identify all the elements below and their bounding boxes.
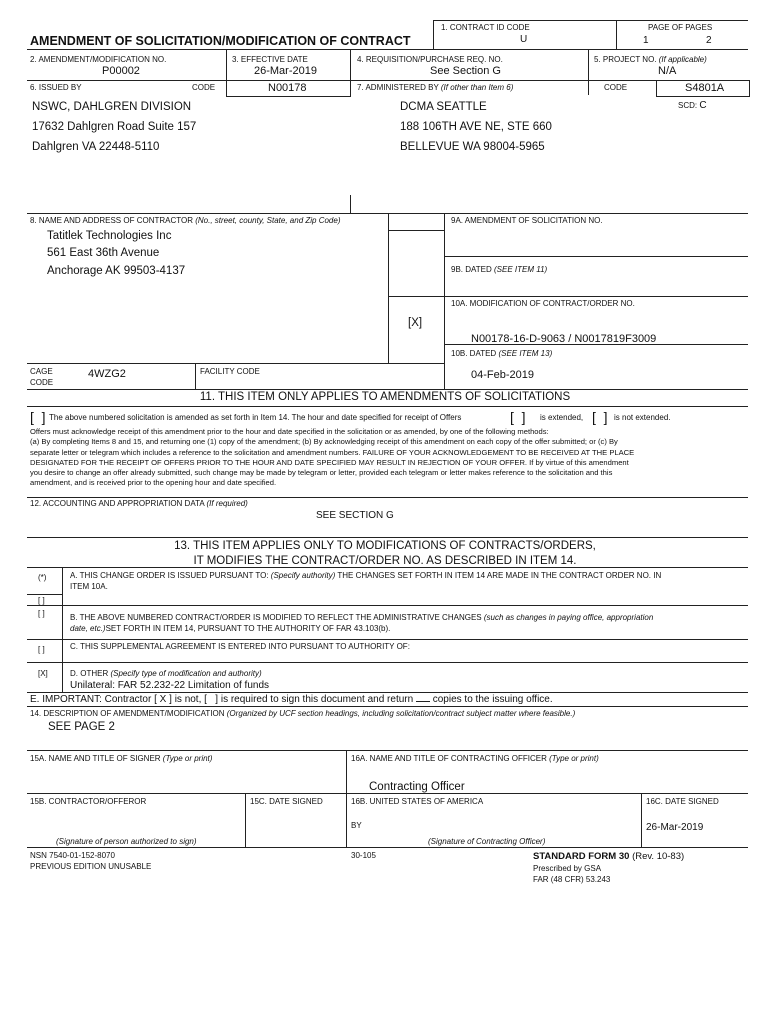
accounting-label: 12. ACCOUNTING AND APPROPRIATION DATA (If required)	[30, 499, 248, 508]
description-value: SEE PAGE 2	[48, 721, 115, 733]
project-no-value: N/A	[658, 65, 677, 77]
united-states-label: 16B. UNITED STATES OF AMERICA	[351, 797, 484, 806]
contract-id-code-value: U	[520, 34, 528, 45]
not-extended-checkbox[interactable]: [ ]	[592, 409, 608, 425]
administered-by-line-3: BELLEVUE WA 98004-5965	[400, 141, 545, 153]
contractor-line-3: Anchorage AK 99503-4137	[47, 265, 186, 277]
contractor-date-label: 15C. DATE SIGNED	[250, 797, 323, 806]
form-code: 30-105	[351, 851, 376, 860]
modification-checkbox[interactable]: [X]	[408, 317, 423, 329]
effective-date-label: 3. EFFECTIVE DATE	[232, 55, 308, 64]
dated-10b-label: 10B. DATED (SEE ITEM 13)	[451, 349, 553, 358]
option-d-text: D. OTHER (Specify type of modification and authority)	[70, 669, 262, 678]
previous-edition-note: PREVIOUS EDITION UNUSABLE	[30, 862, 152, 871]
requisition-label: 4. REQUISITION/PURCHASE REQ. NO.	[357, 55, 503, 64]
cage-label-1: CAGE	[30, 367, 53, 376]
administered-by-code: S4801A	[685, 82, 725, 94]
dated-10b-value: 04-Feb-2019	[471, 369, 534, 381]
is-not-checkbox[interactable]: [ X ]	[154, 694, 172, 705]
contractor-label: 8. NAME AND ADDRESS OF CONTRACTOR (No., street, county, State, and Zip Code)	[30, 216, 341, 225]
effective-date-value: 26-Mar-2019	[254, 65, 317, 77]
solicitation-amended-checkbox[interactable]: [ ]	[30, 409, 46, 425]
accounting-value: SEE SECTION G	[316, 510, 394, 521]
contractor-line-1: Tatitlek Technologies Inc	[47, 230, 172, 242]
important-line: E. IMPORTANT: Contractor [ X ] is not, [ ] is required to sign this document and return copies to the issuing office.	[30, 694, 553, 705]
issued-by-code-label: CODE	[192, 83, 216, 92]
contractor-offeror-label: 15B. CONTRACTOR/OFFEROR	[30, 797, 147, 806]
officer-date-label: 16C. DATE SIGNED	[646, 797, 719, 806]
amendment-solicitation-label: 9A. AMENDMENT OF SOLICITATION NO.	[451, 216, 603, 225]
page-number: 1	[643, 35, 649, 46]
option-d-checkbox[interactable]: [X]	[38, 669, 48, 678]
administered-by-code-label: CODE	[604, 83, 628, 92]
officer-date-value: 26-Mar-2019	[646, 822, 704, 833]
facility-code-label: FACILITY CODE	[200, 367, 260, 376]
amendment-no-label: 2. AMENDMENT/MODIFICATION NO.	[30, 55, 167, 64]
prescribed-by: Prescribed by GSA	[533, 864, 602, 873]
standard-form-label: STANDARD FORM 30 (Rev. 10-83)	[533, 851, 685, 862]
requisition-value: See Section G	[430, 65, 501, 77]
project-no-label: 5. PROJECT NO. (If applicable)	[594, 55, 707, 64]
contractor-signature-caption: (Signature of person authorized to sign)	[56, 837, 197, 846]
option-c-text: C. THIS SUPPLEMENTAL AGREEMENT IS ENTERED INTO PURSUANT TO AUTHORITY OF:	[70, 642, 410, 651]
section-11-title: 11. THIS ITEM ONLY APPLIES TO AMENDMENTS OF SOLICITATIONS	[199, 391, 571, 403]
contract-id-code-label: 1. CONTRACT ID CODE	[441, 23, 530, 32]
contractor-line-2: 561 East 36th Avenue	[47, 247, 160, 259]
pages-label: PAGE OF PAGES	[648, 23, 713, 32]
by-label: BY	[351, 821, 362, 830]
option-a-line-2: ITEM 10A.	[70, 582, 108, 591]
contracting-officer-value: Contracting Officer	[369, 781, 465, 793]
issued-by-code: N00178	[268, 82, 307, 94]
option-b-line-2: date, etc.)SET FORTH IN ITEM 14, PURSUANT TO THE AUTHORITY OF FAR 43.103(b).	[70, 624, 391, 633]
cage-label-2: CODE	[30, 378, 54, 387]
extended-text: is extended,	[540, 413, 584, 422]
issued-by-line-3: Dahlgren VA 22448-5110	[32, 141, 160, 153]
issued-by-line-1: NSWC, DAHLGREN DIVISION	[32, 101, 192, 113]
option-a-line-1: A. THIS CHANGE ORDER IS ISSUED PURSUANT TO: (Specify authority) THE CHANGES SET FORTH IN ITEM 14 ARE MADE IN THE CONTRACT ORDER NO. IN	[70, 571, 662, 580]
administered-by-line-1: DCMA SEATTLE	[400, 101, 487, 113]
officer-signature-caption: (Signature of Contracting Officer)	[428, 837, 546, 846]
amendment-no-value: P00002	[102, 65, 140, 77]
contracting-officer-label: 16A. NAME AND TITLE OF CONTRACTING OFFICER (Type or print)	[351, 754, 599, 763]
far-reference: FAR (48 CFR) 53.243	[533, 875, 611, 884]
dated-9b-label: 9B. DATED (SEE ITEM 11)	[451, 265, 548, 274]
nsn-number: NSN 7540-01-152-8070	[30, 851, 115, 860]
issued-by-label: 6. ISSUED BY	[30, 83, 82, 92]
modification-contract-value: N00178-16-D-9063 / N0017819F3009	[471, 333, 657, 345]
section-13-star: (*)	[38, 573, 47, 582]
section-13-title-1: 13. THIS ITEM APPLIES ONLY TO MODIFICATIONS OF CONTRACTS/ORDERS,	[174, 540, 596, 552]
not-extended-text: is not extended.	[614, 413, 671, 422]
solicitation-amended-text: The above numbered solicitation is amended as set forth in Item 14. The hour and date specified for receipt of Offers	[49, 413, 462, 422]
cage-code-value: 4WZG2	[88, 368, 126, 380]
modification-contract-label: 10A. MODIFICATION OF CONTRACT/ORDER NO.	[451, 299, 635, 308]
administered-by-label: 7. ADMINISTERED BY (If other than Item 6)	[357, 83, 514, 92]
option-b-checkbox[interactable]: [ ]	[38, 609, 45, 618]
section-13-title-2: IT MODIFIES THE CONTRACT/ORDER NO. AS DESCRIBED IN ITEM 14.	[193, 555, 577, 567]
issued-by-line-2: 17632 Dahlgren Road Suite 157	[32, 121, 197, 133]
page-total: 2	[706, 35, 712, 46]
extended-checkbox[interactable]: [ ]	[510, 409, 526, 425]
scd-label: SCD: C	[678, 100, 707, 111]
description-label: 14. DESCRIPTION OF AMENDMENT/MODIFICATION (Organized by UCF section headings, including solicitation/contract subject matter where feasible.)	[30, 709, 576, 718]
section-11-instructions: Offers must acknowledge receipt of this amendment prior to the hour and date specified in the solicitation or as amended, by one of the following methods: (a) By completing Items 8 and 15, and returning one (1) copy of the amendment; (b) By acknowledging receipt of this amendment on each copy of the offer submitted; or (c) By separate letter or telegram which includes a reference to the solicitation and amendment numbers. FAILURE OF YOUR ACKNOWLEDGEMENT TO BE RECEIVED AT THE PLACE DESIGNATED FOR THE RECEIPT OF OFFERS PRIOR TO THE HOUR AND DATE SPECIFIED MAY RESULT IN REJECTION OF YOUR OFFER. If by virtue of this amendment you desire to change an offer already submitted, such change may be made by telegram or letter, provided each telegram or letter makes reference to the solicitation and this amendment, and is received prior to the opening hour and date specified.	[30, 427, 635, 488]
administered-by-line-2: 188 106TH AVE NE, STE 660	[400, 121, 552, 133]
option-d-value: Unilateral: FAR 52.232-22 Limitation of funds	[70, 680, 269, 691]
form-title: AMENDMENT OF SOLICITATION/MODIFICATION OF CONTRACT	[30, 34, 411, 48]
option-c-checkbox[interactable]: [ ]	[38, 645, 45, 654]
option-b-line-1: B. THE ABOVE NUMBERED CONTRACT/ORDER IS MODIFIED TO REFLECT THE ADMINISTRATIVE CHANGES (such as changes in paying office, appropriation	[70, 613, 654, 622]
is-required-checkbox[interactable]: [ ]	[204, 694, 219, 705]
option-a-checkbox[interactable]: [ ]	[38, 596, 45, 605]
signer-name-label: 15A. NAME AND TITLE OF SIGNER (Type or print)	[30, 754, 213, 763]
